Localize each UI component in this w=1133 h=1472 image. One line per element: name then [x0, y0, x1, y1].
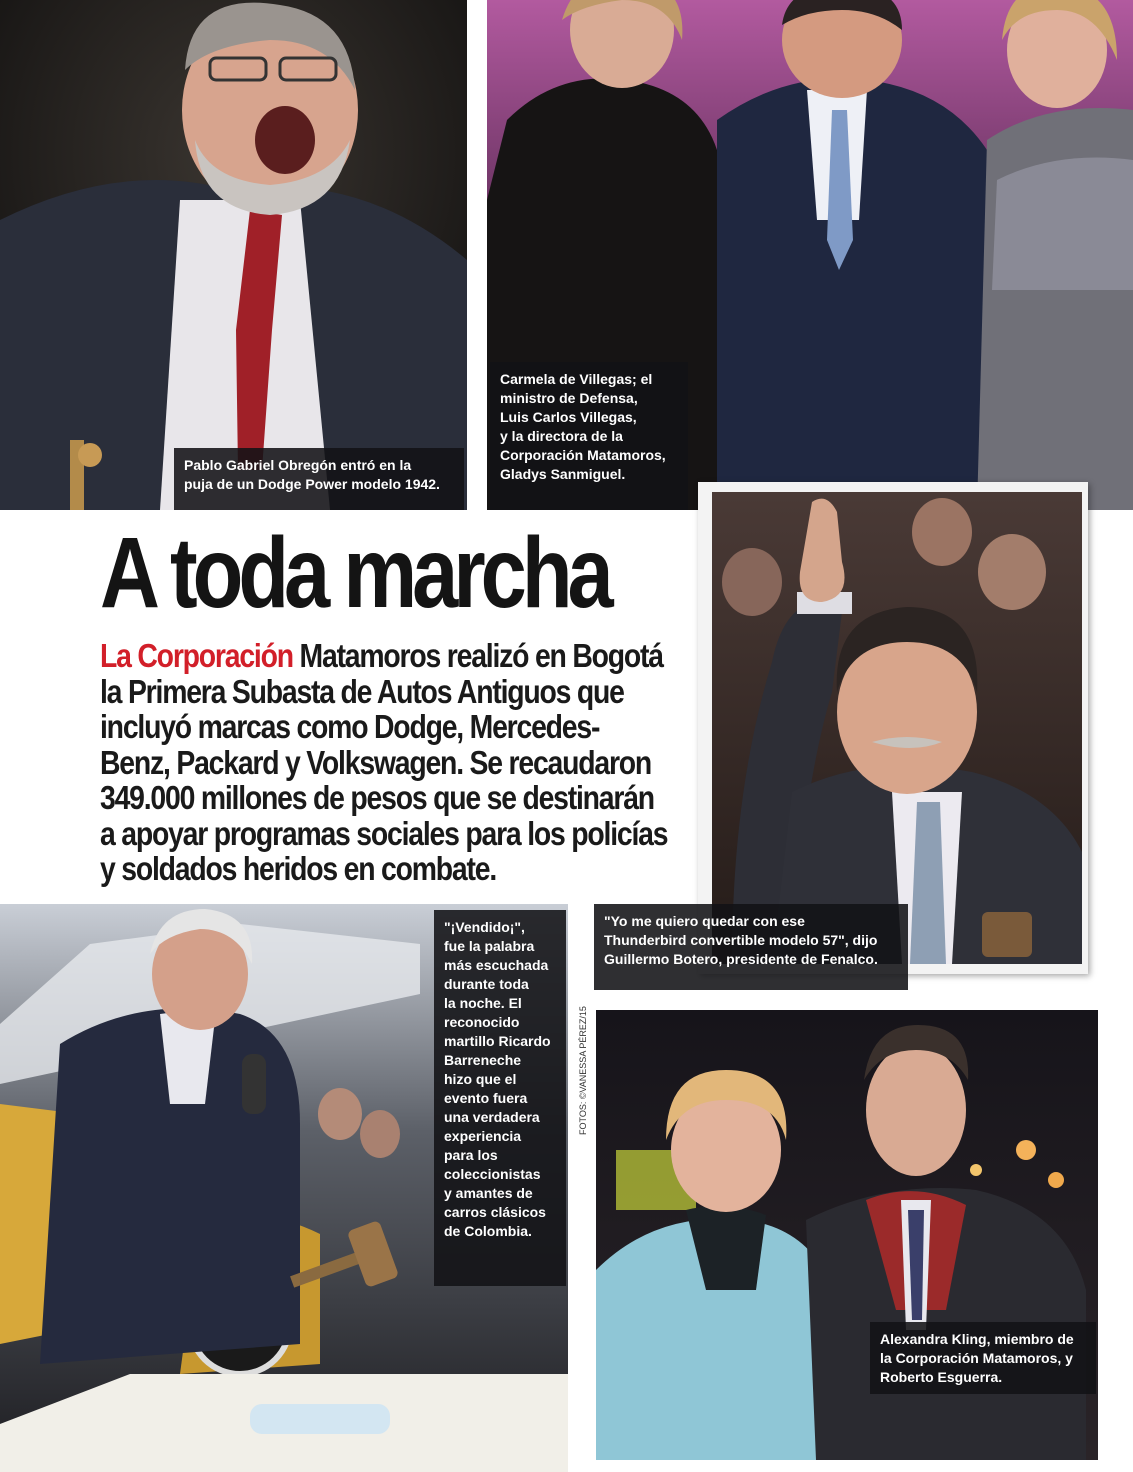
photo-obregon	[0, 0, 467, 510]
lede-accent: La Corporación	[100, 637, 293, 674]
caption-villegas: Carmela de Villegas; el ministro de Defensa, Luis Carlos Villegas, y la directora de la Corporación Matamoros, Gladys Sanmiguel.	[490, 362, 688, 510]
caption-botero: "Yo me quiero quedar con ese Thunderbird convertible modelo 57", dijo Guillermo Botero, presidente de Fenalco.	[594, 904, 908, 990]
lede-line-5: 349.000 millones de pesos que se destinarán	[100, 779, 654, 816]
caption-vendido: "¡Vendido¡", fue la palabra más escuchada durante toda la noche. El reconocido martillo Ricardo Barreneche hizo que el evento fuera una verdadera experiencia para los coleccionistas y amantes de carros clásicos de Colombia.	[434, 910, 566, 1286]
lede-line-3: incluyó marcas como Dodge, Mercedes-	[100, 708, 600, 745]
caption-obregon: Pablo Gabriel Obregón entró en la puja de un Dodge Power modelo 1942.	[174, 448, 464, 510]
lede-paragraph	[100, 638, 719, 887]
lede-line-6: a apoyar programas sociales para los policías	[100, 814, 668, 852]
lede-line-7: y soldados heridos en combate.	[100, 850, 497, 887]
lede-line-2: la Primera Subasta de Autos Antiguos que	[100, 672, 624, 710]
lede-line-4: Benz, Packard y Volkswagen. Se recaudaron	[100, 743, 652, 781]
caption-kling: Alexandra Kling, miembro de la Corporación Matamoros, y Roberto Esguerra.	[870, 1322, 1096, 1394]
lede-line-1	[100, 638, 719, 674]
lede-line-1-rest: Matamoros realizó en Bogotá	[292, 637, 663, 674]
photo-credit: FOTOS: ©VANESSA PÉREZ/15	[578, 1006, 588, 1135]
photo-botero	[712, 492, 1082, 964]
page-title: A toda marcha	[100, 517, 609, 629]
